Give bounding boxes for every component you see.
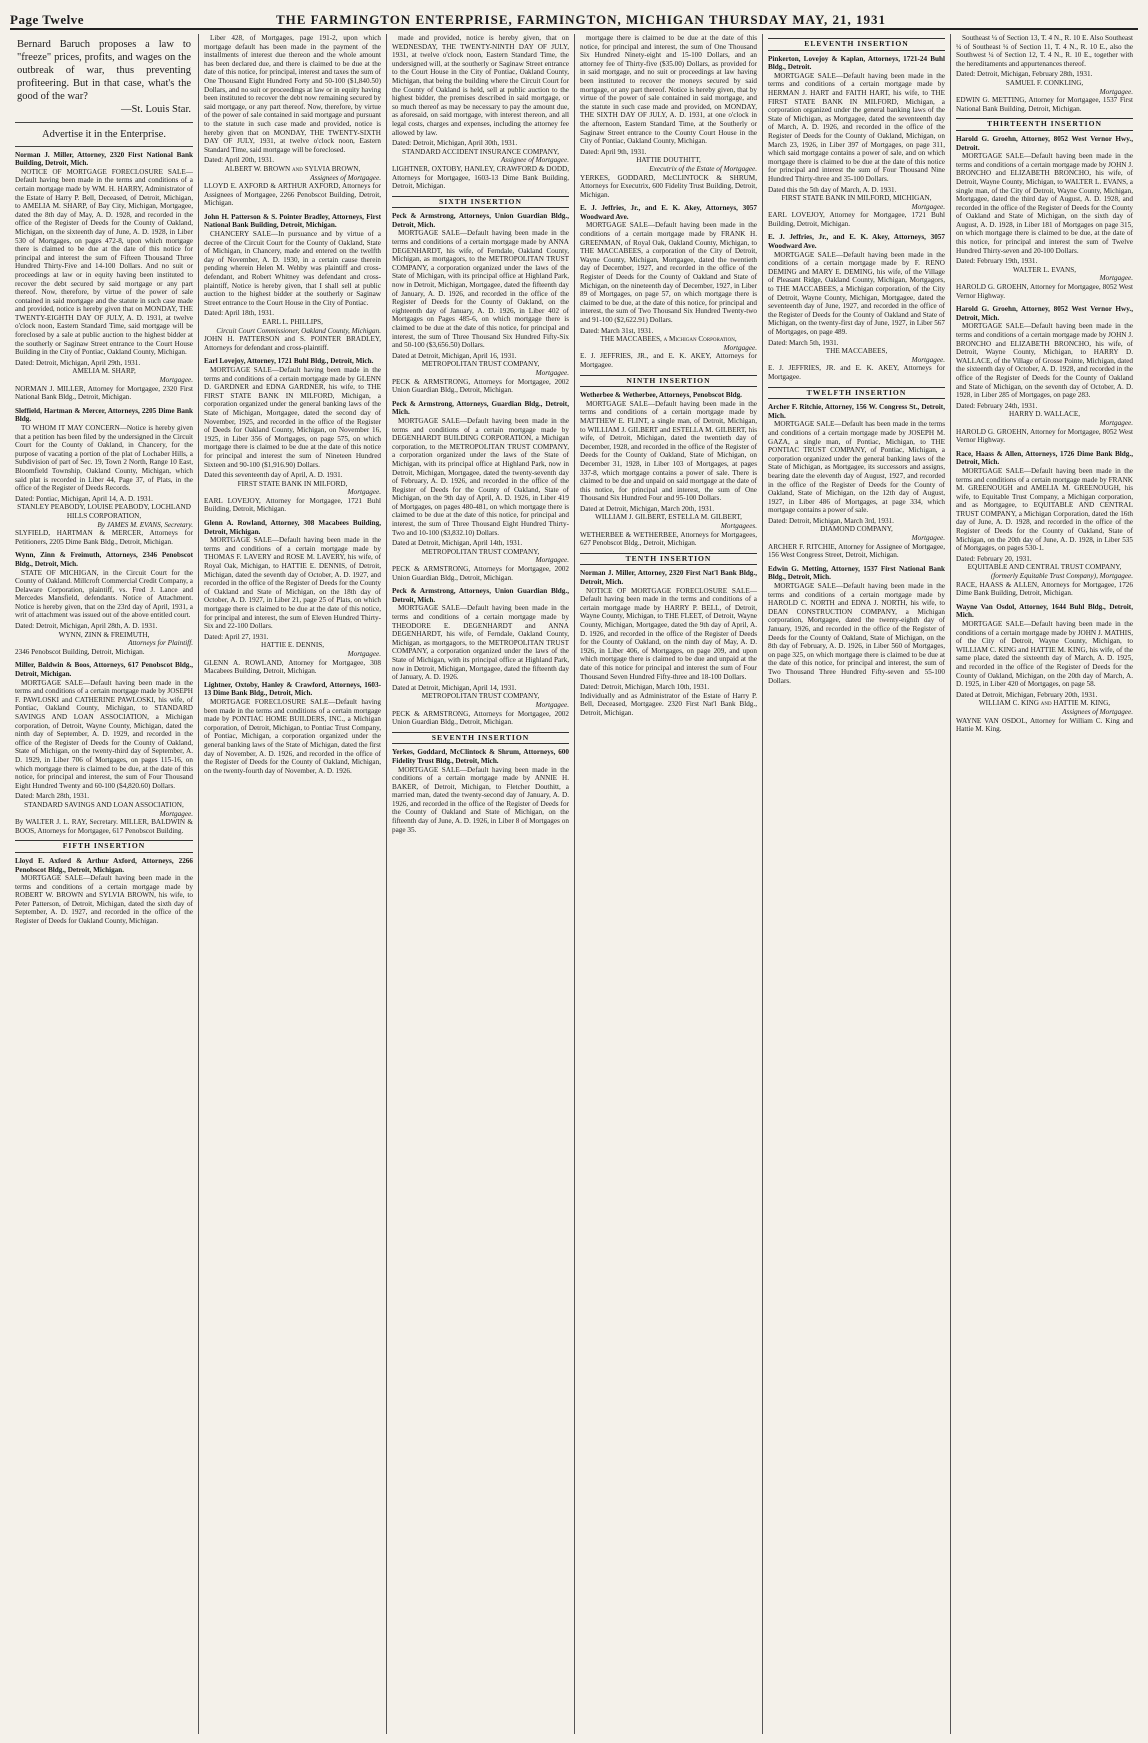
notice-attorney: NORMAN J. MILLER, Attorney for Mortgagee, 2320 First National Bank Bldg., Detroit, Michigan. xyxy=(15,384,193,402)
notice-party: EARL L. PHILLIPS, xyxy=(262,318,323,326)
notice-dated: Dated this the 5th day of March, A. D. 1931. xyxy=(768,185,897,194)
notice-dated: Dated at Detroit, Michigan, March 20th, 1931. xyxy=(580,504,715,513)
notice-lead: Lloyd E. Axford & Arthur Axford, Attorneys, 2266 Penobscot Bldg., Detroit, Michigan. xyxy=(15,856,193,874)
notice-party: STANDARD SAVINGS AND LOAN ASSOCIATION, xyxy=(24,800,184,809)
notice-party: FIRST STATE BANK IN MILFORD, MICHIGAN, xyxy=(781,194,932,203)
notice-role: Mortgagees. xyxy=(720,522,757,531)
section-head-sixth: SIXTH INSERTION xyxy=(392,196,569,209)
legal-notice xyxy=(768,233,945,381)
notice-attorney: By WALTER J. L. RAY, Secretary. MILLER, BALDWIN & BOOS, Attorneys for Mortgagee, 617 Penobscot Building. xyxy=(15,818,193,835)
section-head-twelfth: TWELFTH INSERTION xyxy=(768,387,945,400)
notice-attorney: E. J. JEFFRIES, JR. and E. K. AKEY, Attorneys for Mortgagee. xyxy=(768,364,945,381)
notice-attorney: HAROLD G. GROEHN, Attorney for Mortgagee, 8052 West Vernor Highway. xyxy=(956,283,1133,300)
notice-body: made and provided, notice is hereby given, that on WEDNESDAY, THE TWENTY-NINTH DAY OF JULY, 1931, at twelve o'clock noon, Eastern Standard Time, the undersigned will, at the southerly or Saginaw Street entrance to the Court House in the City of Pontiac, Oakland County, Michigan, that being the building where the Circuit Court for the County of Oakland is held, sell at public auction to the highest bidder, the premises described in said mortgage, or so much thereof as may be necessary to pay the amount due, as aforesaid, on said mortgage, with interest thereon, and all legal costs, charges and expenses, including the attorney fee allowed by law. xyxy=(392,34,569,137)
column-3 xyxy=(386,34,574,1734)
column-6 xyxy=(950,34,1138,1734)
notice-role: Mortgagee. xyxy=(159,809,193,818)
notice-dated: Dated: April 18th, 1931. xyxy=(204,309,275,318)
legal-notice xyxy=(392,587,569,727)
notice-role: Mortgagee. xyxy=(535,368,569,377)
legal-notice xyxy=(392,748,569,834)
legal-notice xyxy=(768,565,945,685)
notice-party: THE MACCABEES, a Michigan Corporation, xyxy=(600,335,737,344)
legal-notice xyxy=(204,34,381,208)
legal-notice xyxy=(204,519,381,676)
notice-attorney: PECK & ARMSTRONG, Attorneys for Mortgagee, 2002 Union Guardian Bldg., Detroit, Michigan. xyxy=(392,565,569,582)
notice-role: Mortgagee. xyxy=(911,355,945,364)
notice-body: MORTGAGE SALE—Default having been made in the terms and conditions of a certain mortgage made by HAROLD C. NORTH and EDNA J. NORTH, his wife, to DEAN CONSTRUCTION COMPANY, a Michigan corporation, Mortgagee, dated the twenty-eighth day of January, 1926, and recorded in the office of the Register of Deeds for the County of Oakland, State of Michigan, on the 8th day of February, A. D. 1926, in Liber 560 of Mortgages, on page 325, on which mortgage there is claimed to be due at the date of this notice, for principal and interest, the sum of Two Thousand Three Hundred Fifty-seven and 55-100 Dollars. xyxy=(768,582,945,685)
notice-dated: Dated: March 5th, 1931. xyxy=(768,338,839,347)
section-head-fifth: FIFTH INSERTION xyxy=(15,840,193,853)
legal-notice xyxy=(580,391,757,548)
legal-notice xyxy=(580,204,757,369)
legal-notice xyxy=(768,403,945,560)
legal-notice xyxy=(15,661,193,835)
notice-lead: Edwin G. Metting, Attorney, 1537 First National Bank Bldg., Detroit, Mich. xyxy=(768,564,945,582)
notice-body: MORTGAGE SALE—Default having been made in the conditions of a certain mortgage made by JOHN J. MATHIS, of the City of Detroit, Wayne County, Michigan, to WILLIAM C. KING and HATTIE M. KING, his wife, of the same place, dated the sixteenth day of March, A. D. 1925, and recorded in the office of the Register of Deeds for the County of Oakland, Michigan, on the 20th day of March, A. D. 1925, in Liber 420 of Mortgages, on page 58. xyxy=(956,620,1133,689)
notice-role: Mortgagee. xyxy=(347,649,381,658)
notice-lead: Wetherbee & Wetherbee, Attorneys, Penobscot Bldg. xyxy=(580,391,742,400)
notice-lead: Wynn, Zinn & Freimuth, Attorneys, 2346 Penobscot Bldg., Detroit, Mich. xyxy=(15,551,193,568)
notice-body: MORTGAGE SALE—Default having been made in the conditions of a certain mortgage made by ANNIE H. BAKER, of Detroit, Michigan, to Fletcher Douthitt, a married man, dated the twenty-second day of January, A. D. 1926, and recorded in the office of the Register of Deeds for the County of Oakland and State of Michigan, on the fifteenth day of June, A. D. 1926, in Liber 8 of Mortgages on page 35. xyxy=(392,765,569,834)
notice-lead: Glenn A. Rowland, Attorney, 308 Macabees Building, Detroit, Michigan. xyxy=(204,519,381,536)
notice-lead: E. J. Jeffries, Jr., and E. K. Akey, Attorneys, 3057 Woodward Ave. xyxy=(580,204,757,221)
notice-body: MORTGAGE SALE—Default having been made in the terms and conditions of a certain mortgage made by FRANK M. GREENOUGH and AMELIA M. GREENOUGH, his wife, to Equitable Trust Company, a Michigan corporation, and as Mortgagee, to EQUITABLE AND CENTRAL TRUST COMPANY, a Michigan Corporation, dated the 16th day of June, A. D. 1928, and recorded in the office of the Register of Deeds for the County of Oakland, State of Michigan, on the 20th day of June, A. D. 1928, in Liber 535 of Mortgages, on pages 530-1. xyxy=(956,466,1133,553)
column-5 xyxy=(762,34,950,1734)
notice-dated: Dated: Detroit, Michigan, February 28th, 1931. xyxy=(956,70,1093,79)
notice-lead: Peck & Armstrong, Attorneys, Union Guardian Bldg., Detroit, Mich. xyxy=(392,587,569,604)
notice-attorney: LIGHTNER, OXTOBY, HANLEY, CRAWFORD & DODD, Attorneys for Mortgagee, 1603-13 Dime Bank Building, Detroit, Michigan. xyxy=(392,164,569,191)
notice-dated: Dated: February 20, 1931. xyxy=(956,554,1032,563)
legal-notice xyxy=(15,151,193,402)
notice-attorney: E. J. JEFFRIES, JR., and E. K. AKEY, Attorneys for Mortgagee. xyxy=(580,352,757,369)
notice-role: Attorneys for Plaintiff. xyxy=(128,639,193,648)
notice-body: MORTGAGE SALE—Default having been made in the conditions of a certain mortgage made by F. RENO DEMING and MARY E. DEMING, his wife, of the Village of Pleasant Ridge, Oakland County, Michigan, Mortgagors, to THE MACCABEES, a Michigan corporation, of the City of Detroit, Wayne County, Michigan, Mortgagee, dated the seventeenth day of June, 1927, and recorded in the office of the Register of Deeds for the County of Oakland and State of Michigan, on the twenty-first day of June, 1927, in Liber 567 of Mortgages, on page 489. xyxy=(768,250,945,336)
notice-dated: Dated: Detroit, Michigan, April 28th, A. D. 1931. xyxy=(15,622,158,631)
notice-attorney: 2346 Penobscot Building, Detroit, Michigan. xyxy=(15,647,145,656)
notice-party: THE MACCABEES, xyxy=(825,347,888,356)
legal-notice xyxy=(15,551,193,656)
legal-notice xyxy=(580,569,757,717)
notice-lead: Yerkes, Goddard, McClintock & Shrum, Attorneys, 600 Fidelity Trust Bldg., Detroit, Mich. xyxy=(392,748,569,765)
notice-dated: Dated: Detroit, Michigan, March 3rd, 1931. xyxy=(768,516,894,525)
notice-body: MORTGAGE SALE—Default having been made in the terms and conditions of a certain mortgage made by JOHN J. BRONCHO and ELIZABETH BRONCHO, his wife, of Detroit, Wayne County, Michigan, to HARRY D. WALLACE, of the Village of Grosse Pointe, Michigan, dated the sixteenth day of October, A. D. 1928, and recorded in the office of the Register of Deeds for the County of Oakland and State of Michigan, on the seventh day of October, A. D. 1928, in Liber 285 of Mortgages, on page 283. xyxy=(956,322,1133,400)
notice-party: HATTIE E. DENNIS, xyxy=(260,641,325,650)
notice-party: METROPOLITAN TRUST COMPANY, xyxy=(421,692,540,701)
notice-dated: Dated at Detroit, Michigan, February 20th, 1931. xyxy=(956,690,1098,699)
notice-dated: Dated at Detroit, Michigan, April 16, 1931. xyxy=(392,351,517,360)
notice-role: Mortgagee. xyxy=(535,700,569,709)
notice-role: Mortgagee. xyxy=(347,488,381,497)
notice-attorney: EARL LOVEJOY, Attorney for Mortgagee, 1721 Buhl Building, Detroit, Michigan. xyxy=(204,496,381,514)
notice-body: MORTGAGE FORECLOSURE SALE—Default having been made in the terms and conditions of a certain mortgage made by PONTIAC HOME BUILDERS, INC., a Michigan corporation, of Detroit, Michigan, to Pontiac Trust Company, of Pontiac, Michigan, a corporation organized under the general banking laws of the State of Michigan, dated the first day of November, A. D. 1926, and recorded in the office of the Register of Deeds for the County of Oakland, Michigan, on the twenty-fourth day of November, A. D. 1926. xyxy=(204,697,381,775)
section-head-ninth: NINTH INSERTION xyxy=(580,375,757,388)
legal-notice xyxy=(204,213,381,353)
section-head-eleventh: ELEVENTH INSERTION xyxy=(768,38,945,51)
legal-notice xyxy=(15,407,193,547)
notice-dated: Dated: Detroit, Michigan, April 30th, 1931. xyxy=(392,139,518,148)
notice-body: Liber 428, of Mortgages, page 191-2, upon which mortgage default has been made in the payment of the installments of interest due thereon and the whole amount has been declared due, and there is claimed to be due at the date of this notice, for principal, interest and taxes the sum of One Thousand Eight Hundred Forty and 50-100 ($1,840.50) Dollars, and no suit or proceedings at law or in equity having been instituted to recover the debt now remaining secured by said mortgage, or any part thereof. Now, therefore, by virtue of the power of sale contained in said mortgage and pursuant to the statute in such case made and provided, notice is hereby given that on MONDAY, THE TWENTY-SIXTH DAY OF JULY, 1931, at twelve o'clock noon, Eastern Standard Time, said mortgage will be foreclosed. xyxy=(204,34,381,154)
notice-lead: Lightner, Oxtoby, Hanley & Crawford, Attorneys, 1603-13 Dime Bank Bldg., Detroit, Mich. xyxy=(204,680,381,698)
box-ad-source: —St. Louis Star. xyxy=(120,104,191,115)
notice-lead: Pinkerton, Lovejoy & Kaplan, Attorneys, 1721-24 Buhl Bldg., Detroit. xyxy=(768,54,945,72)
notice-role: Mortgagee. xyxy=(723,343,757,352)
column-1 xyxy=(10,34,198,1734)
notice-party: METROPOLITAN TRUST COMPANY, xyxy=(421,547,540,556)
notice-lead: Sleffield, Hartman & Mercer, Attorneys, 2205 Dime Bank Bldg. xyxy=(15,406,193,424)
notice-lead: Race, Haass & Allen, Attorneys, 1726 Dime Bank Bldg., Detroit, Mich. xyxy=(956,449,1133,467)
column-2 xyxy=(198,34,386,1734)
notice-dated: Dated: February 24th, 1931. xyxy=(956,401,1038,410)
notice-attorney: LLOYD E. AXFORD & ARTHUR AXFORD, Attorneys for Assignees of Mortgagee, 2266 Penobscot Building, Detroit, Michigan. xyxy=(204,182,381,208)
legal-notice xyxy=(204,681,381,776)
notice-lead: Norman J. Miller, Attorney, 2320 First National Bank Building, Detroit, Mich. xyxy=(15,150,193,168)
notice-body: MORTGAGE SALE—Default having been made in the terms and conditions of a certain mortgage made by JOHN J. BRONCHO and ELIZABETH BRONCHO, his wife, of Detroit, Wayne County, Michigan, to WALTER L. EVANS, a single man, of the City of Detroit, Wayne County, Michigan, Mortgagee, dated the third day of August, A. D. 1928, and recorded in the office of the Register of Deeds for the County of Oakland and State of Michigan, on the sixth day of August, A. D. 1928, in Liber 181 of Mortgages on page 315, on which mortgage there is claimed to be due, at the date of this notice, for principal and interest the sum of Twelve Hundred Thirty-seven and 20-100 Dollars. xyxy=(956,152,1133,255)
notice-body: Southeast ¼ of Section 13, T. 4 N., R. 10 E. Also Southeast ¼ of Southeast ¼ of Section 11, T. 4 N., R. 10 E., also the Southwest ¼ of Section 12, T. 4 N., R. 10 E., together with the hereditaments and appurtenances thereof. xyxy=(956,34,1133,68)
section-head-thirteenth: THIRTEENTH INSERTION xyxy=(956,118,1133,131)
notice-body: MORTGAGE SALE—Default having been made in the conditions of a certain mortgage made by FRANK H. GREENMAN, of Royal Oak, Oakland County, Michigan, to THE MACCABEES, a corporation of the City of Detroit, Wayne County, Michigan, Mortgagee, dated the twentieth day of December, 1927, and recorded in the office of the Register of Deeds for the County of Oakland and State of Michigan, on the nineteenth day of December, 1927, in Liber 89 of Mortgages, on page 57, on which mortgage there is claimed to be due, at the date of this notice, for principal and interest, the sum of Two Thousand Six Hundred Twenty-two and 91-100 ($2,622.91) Dollars. xyxy=(580,221,757,324)
notice-role: Mortgagee. xyxy=(911,202,945,211)
notice-body: MORTGAGE SALE—Default having been made in the terms and conditions of a certain mortgage made by ANNA DEGENHARDT, his wife, of Ferndale, Oakland County, Michigan, as mortgagors, to the METROPOLITAN TRUST COMPANY, a corporation organized under the laws of the State of Michigan, with its principal office at Highland Park, now in Detroit, Michigan, Mortgagee, dated the fifteenth day of January, A. D. 1926, and recorded in the office of the Register of Deeds for the County of Oakland, on the eighteenth day of January, A. D. 1926, in Liber 402 of Mortgages on Pages 485-6, on which mortgage there is claimed to be due at the date of this notice, for principal and interest, the sum of Three Thousand Six Hundred Fifty-Six and 50-100 ($3,656.50) Dollars. xyxy=(392,229,569,350)
legal-notice xyxy=(956,135,1133,300)
notice-dated: Dated at Detroit, Michigan, April 14, 1931. xyxy=(392,683,517,692)
notice-body: NOTICE OF MORTGAGE FORECLOSURE SALE—Default having been made in the terms and conditions of a certain mortgage made by HARRY P. BELL, of Detroit, Wayne County, Michigan, to THE FLEET, of Detroit, Wayne County, Michigan, Mortgagee, dated the 9th day of April, A. D. 1926, and recorded in the office of the Register of Deeds for the County of Oakland, on the ninth day of May, A. D. 1926, in Liber 406, of Mortgages, on page 209, and upon which mortgage there is claimed to be due and unpaid at the date of this notice for principal and interest the sum of Four Thousand Seven Hundred Fifty-three and 18-100 Dollars. xyxy=(580,586,757,681)
column-4 xyxy=(574,34,762,1734)
notice-attorney: ARCHER F. RITCHIE, Attorney for Assignee of Mortgagee, 156 West Congress Street, Detroit, Michigan. xyxy=(768,542,945,560)
notice-body: MORTGAGE SALE—Default having been made in the terms and conditions of a certain mortgage made by MATTHEW E. FLINT, a single man, of Detroit, Michigan, to WILLIAM J. GILBERT and ESTELLA M. GILBERT, his wife, of Detroit, Michigan, dated the twentieth day of December, 1928, and recorded in the office of the Register of Deeds for the County of Oakland, State of Michigan, on December 31, 1928, in Liber 103 of Mortgages, at pages 337-8, which mortgage contains a power of sale. There is claimed to be due and unpaid on said mortgage at the date of this notice, for principal and interest, the sum of One Thousand Six Hundred Four and 95-100 Dollars. xyxy=(580,399,757,503)
notice-role: Executrix of the Estate of Mortgagee. xyxy=(649,164,757,173)
notice-body: MORTGAGE SALE—Default having been made in the terms and conditions of a certain mortgage made by THEODORE E. DEGENHARDT and ANNA DEGENHARDT, his wife, of Ferndale, Oakland County, Michigan, as mortgagors, to the METROPOLITAN TRUST COMPANY, a corporation organized under the laws of the State of Michigan, with its principal office at Highland Park, now in Detroit, Michigan, Mortgagee, dated the fifteenth day of January, A. D. 1926. xyxy=(392,604,569,682)
notice-dated: Dated: April 27, 1931. xyxy=(204,632,269,641)
section-head-tenth: TENTH INSERTION xyxy=(580,553,757,566)
notice-lead: Miller, Baldwin & Boos, Attorneys, 617 Penobscot Bldg., Detroit, Michigan. xyxy=(15,661,193,679)
notice-dated: Dated this seventeenth day of April, A. D. 1931. xyxy=(204,471,343,480)
baruch-box-ad xyxy=(15,34,193,123)
notice-body: MORTGAGE SALE—Default has been made in the terms and conditions of a certain mortgage made by JOSEPH M. GAZA, a single man, of Pontiac, Michigan, to THE PONTIAC TRUST COMPANY, of Pontiac, Michigan, a corporation organized under the general banking laws of the State of Michigan, as Mortgagee, its successors and assigns, bearing date the eleventh day of August, 1927, and recorded in the office of the Register of Deeds for the County of Oakland, State of Michigan, on the 12th day of August, 1927, in Liber 486 of Mortgages, at page 334, which mortgage contains a power of sale. xyxy=(768,420,945,515)
notice-party: WALTER L. EVANS, xyxy=(1012,265,1077,274)
notice-lead: Peck & Armstrong, Attorneys, Guardian Bldg., Detroit, Mich. xyxy=(392,399,569,417)
notice-body: MORTGAGE SALE—Default having been made in the terms and conditions of a certain mortgage made by GLENN D. GARDNER and EDNA GARDNER, his wife, to THE FIRST STATE BANK IN MILFORD, Michigan, a corporation organized under the general banking laws of the State of Michigan, Mortgagee, dated the second day of November, 1925, and recorded in the office of the Register of Deeds for Oakland County, Michigan, on November 16, 1925, in Liber 356 of Mortgages, on page 575, on which mortgage there is claimed to be due at the date of this notice for principal and interest the sum of Nineteen Hundred Sixteen and 90-100 ($1,916.90) Dollars. xyxy=(204,365,381,469)
notice-attorney: YERKES, GODDARD, McCLINTOCK & SHRUM, Attorneys for Executrix, 600 Fidelity Trust Building, Detroit, Michigan. xyxy=(580,173,757,199)
notice-party: DIAMOND COMPANY, xyxy=(820,525,893,534)
notice-lead: Peck & Armstrong, Attorneys, Union Guardian Bldg., Detroit, Mich. xyxy=(392,212,569,229)
notice-party: WILLIAM C. KING and HATTIE M. KING, xyxy=(978,699,1111,708)
notice-role: Assignees of Mortgagee. xyxy=(310,173,381,182)
notice-party: METROPOLITAN TRUST COMPANY, xyxy=(421,360,540,369)
notice-body: STATE OF MICHIGAN, in the Circuit Court for the County of Oakland. Millcroft Commercial Credit Company, a Delaware Corporation, plaintiff, vs. Fred J. Lance and Mercedes Mansfield, defendants. Notice of Attachment. Notice is hereby given, that on the 23rd day of April, 1931, a writ of attachment was issued out of the above entitled court. xyxy=(15,568,193,620)
legal-notice xyxy=(956,450,1133,598)
legal-notice xyxy=(204,357,381,514)
legal-notice xyxy=(956,34,1133,113)
notice-attorney: EARL LOVEJOY, Attorney for Mortgagee, 1721 Buhl Building, Detroit, Michigan. xyxy=(768,211,945,228)
notice-party: ALBERT W. BROWN and SYLVIA BROWN, xyxy=(224,164,361,173)
notice-lead: Norman J. Miller, Attorney, 2320 First Nat'l Bank Bldg., Detroit, Mich. xyxy=(580,569,757,587)
notice-attorney: HAROLD G. GROEHN, Attorney for Mortgagee, 8052 West Vernor Highway. xyxy=(956,427,1133,445)
notice-role: By JAMES M. EVANS, Secretary. xyxy=(97,520,193,529)
notice-party: WYNN, ZINN & FREIMUTH, xyxy=(58,630,150,639)
notice-attorney: WETHERBEE & WETHERBEE, Attorneys for Mortgagees, 627 Penobscot Bldg., Detroit, Michigan. xyxy=(580,530,757,548)
notice-dated: Dated: Detroit, Michigan, March 10th, 1931. xyxy=(580,683,710,692)
notice-dated: Dated: February 19th, 1931. xyxy=(956,257,1038,266)
notice-lead: E. J. Jeffries, Jr., and E. K. Akey, Attorneys, 3057 Woodward Ave. xyxy=(768,233,945,251)
notice-role: Mortgagee. xyxy=(911,534,945,543)
notice-party: AMELIA M. SHARP, xyxy=(72,367,136,376)
notice-dated: Dated: March 28th, 1931. xyxy=(15,792,90,801)
notice-lead: Archer F. Ritchie, Attorney, 156 W. Congress St., Detroit, Mich. xyxy=(768,403,945,420)
box-ad-text: Bernard Baruch proposes a law to "freeze" prices, profits, and wages on the outbreak of war, thus preventing profiteering. But in that case, what's the good of the war? xyxy=(17,39,191,102)
notice-role: Mortgagee. xyxy=(1099,87,1133,96)
notice-dated: Dated: March 31st, 1931. xyxy=(580,326,654,335)
notice-role: Circuit Court Commissioner, Oakland County, Michigan. xyxy=(216,326,381,335)
legal-notice xyxy=(15,857,193,926)
notice-role: Mortgagee. xyxy=(535,556,569,565)
notice-attorney: EDWIN G. METTING, Attorney for Mortgagee, 1537 First National Bank Building, Detroit, Michigan. xyxy=(956,96,1133,113)
notice-party: HARRY D. WALLACE, xyxy=(1008,410,1081,419)
notice-attorney: Individually and as Administrator of the Estate of Harry P. Bell, Deceased, Mortgagee. 2320 First Nat'l Bank Bldg., Detroit, Michigan. xyxy=(580,691,757,717)
notice-body: CHANCERY SALE—In pursuance and by virtue of a decree of the Circuit Court for the County of Oakland, State of Michigan, in Chancery, made and entered on the twelfth day of November, A. D. 1930, in a certain cause therein pending wherein Helen M. Wehby was plaintiff and cross-defendant, and Robert Whitney was defendant and cross-plaintiff, Notice is hereby given, that I shall sell at public auction to the highest bidder at the southerly or Saginaw Street entrance to the Court House in the City of Pontiac. xyxy=(204,230,381,307)
notice-role: Assignee of Mortgagee. xyxy=(500,156,569,165)
legal-notice xyxy=(392,212,569,394)
notice-dated: Dated at Detroit, Michigan, April 14th, 1931. xyxy=(392,539,523,548)
notice-party: HATTIE DOUTHITT, xyxy=(636,156,701,165)
running-head: THE FARMINGTON ENTERPRISE, FARMINGTON, MICHIGAN THURSDAY MAY, 21, 1931 xyxy=(275,12,887,27)
notice-body: MORTGAGE SALE—Default having been made in the terms and conditions of a certain mortgage made by JOSEPH F. PAWLOSKI and CATHERINE PAWLOSKI, his wife, of Pontiac, Oakland County, Michigan, to STANDARD SAVINGS AND LOAN ASSOCIATION, a Michigan corporation, of Detroit, Wayne County, Michigan, dated the ninth day of September, A. D. 1929, and recorded in the office of the Register of Deeds for the County of Oakland, State of Michigan, on the twenty-third day of September, A. D. 1929, in Liber 706 of Mortgages, on pages 115-16, on which mortgage there is claimed to be due, at the date of this notice, for principal and interest, the sum of Four Thousand Eight Hundred Twenty and 60-100 ($4,820.60) Dollars. xyxy=(15,678,193,790)
notice-dated: Dated: Pontiac, Michigan, April 14, A. D. 1931. xyxy=(15,494,153,503)
notice-lead: Harold G. Groehn, Attorney, 8052 West Vernor Hwy., Detroit. xyxy=(956,134,1133,152)
legal-notice xyxy=(392,400,569,582)
notice-dated: Dated: Detroit, Michigan, April 29th, 1931. xyxy=(15,358,141,367)
legal-notice xyxy=(580,34,757,199)
notice-attorney: PECK & ARMSTRONG, Attorneys for Mortgagee, 2002 Union Guardian Bldg., Detroit, Michigan. xyxy=(392,377,569,395)
notice-dated: Dated: April 9th, 1931. xyxy=(580,147,647,156)
notice-lead: Earl Lovejoy, Attorney, 1721 Buhl Bldg., Detroit, Mich. xyxy=(204,357,374,366)
notice-party: FIRST STATE BANK IN MILFORD, xyxy=(237,479,348,488)
notice-role: (formerly Equitable Trust Company), Mortgagee. xyxy=(990,572,1133,581)
notice-body: MORTGAGE SALE—Default having been made in the terms and conditions of a certain mortgage made by HERMAN J. HART and FAITH HART, his wife, to THE FIRST STATE BANK IN MILFORD, Michigan, a corporation organized under the general banking laws of the State of Michigan, as Mortgagee, dated the seventeenth day of March, A. D. 1926, and recorded in the office of the Register of Deeds for the County of Oakland, Michigan, on March 23, 1926, in Liber 397 of Mortgages, on page 311, which said mortgage contains a power of sale, and on which mortgage there is claimed to be due at the date of this notice for principal and interest the sum of Four Thousand Nine Hundred Thirty-three and 35-100 Dollars. xyxy=(768,71,945,183)
legal-notice xyxy=(768,55,945,229)
legal-notice xyxy=(392,34,569,191)
notice-role: Mortgagee. xyxy=(159,376,193,385)
notice-dated: Dated: April 20th, 1931. xyxy=(204,156,275,165)
notice-attorney: JOHN H. PATTERSON and S. POINTER BRADLEY, Attorneys for defendant and cross-plaintiff. xyxy=(204,335,381,352)
notice-party: EQUITABLE AND CENTRAL TRUST COMPANY, xyxy=(967,563,1122,572)
notice-attorney: SLYFIELD, HARTMAN & MERCER, Attorneys for Petitioners, 2205 Dime Bank Bldg., Detroit, Michigan. xyxy=(15,529,193,546)
legal-notice xyxy=(956,603,1133,734)
notice-party: STANLEY PEABODY, LOUISE PEABODY, LOCHLAND HILLS CORPORATION, xyxy=(17,503,191,520)
notice-party: STANDARD ACCIDENT INSURANCE COMPANY, xyxy=(401,147,560,156)
notice-role: Assignees of Mortgagee. xyxy=(1062,707,1133,716)
notice-attorney: WAYNE VAN OSDOL, Attorney for William C. King and Hattie M. King. xyxy=(956,716,1133,734)
notice-body: mortgage there is claimed to be due at the date of this notice, for principal and interest, the sum of One Thousand Six Hundred Ninety-eight and 15-100 Dollars, and an attorney fee of Thirty-five ($35.00) Dollars, as provided for in said mortgage, and no suit or proceedings at law having been instituted to recover the moneys secured by said mortgage, or any part thereof. Notice is hereby given, that by virtue of the power of sale contained in said mortgage, and the statute in such case made and provided, on MONDAY, THE SIXTH DAY OF JULY, A. D. 1931, at one o'clock in the afternoon, Eastern Standard Time, at the Southerly or Saginaw Street entrance to the County Court House in the City of Pontiac, Oakland County, Michigan. xyxy=(580,34,757,146)
notice-body: TO WHOM IT MAY CONCERN—Notice is hereby given that a petition has been filed by the undersigned in the Circuit Court for the County of Oakland, in Chancery, for the purpose of vacating a portion of the plat of Lochaber Hills, a Subdivision of part of Sec. 19, Town 2 North, Range 10 East, Bloomfield Township, Oakland County, Michigan, which said plat is recorded in Liber 44, Page 37, of Plats, in the office of the Register of Deeds Records. xyxy=(15,424,193,493)
legal-notices-columns xyxy=(10,34,1138,1734)
masthead xyxy=(10,6,1138,30)
notice-role: Mortgagee. xyxy=(1099,274,1133,283)
notice-lead: Wayne Van Osdol, Attorney, 1644 Buhl Bldg., Detroit, Mich. xyxy=(956,602,1133,620)
page-number: Page Twelve xyxy=(10,12,84,27)
notice-body: MORTGAGE SALE—Default having been made in the terms and conditions of a certain mortgage made by ROBERT W. BROWN and SYLVIA BROWN, his wife, to Peter Patterson, of Detroit, Michigan, dated the sixth day of September, A. D. 1927, and recorded in the office of the Register of Deeds for Oakland County, Michigan. xyxy=(15,874,193,926)
notice-body: MORTGAGE SALE—Default having been made in the terms and conditions of a certain mortgage made by THOMAS F. LAVERY and ROSE M. LAVERY, his wife, of Royal Oak, Michigan, to HATTIE E. DENNIS, of Detroit, Michigan, dated the seventh day of October, A. D. 1927, and recorded in the office of the Register of Deeds for the County of Oakland and State of Michigan, on the 18th day of October, A. D. 1927, in Liber 21, page 25 of Plats, on which mortgage there is claimed to be due at the date of this notice, for principal and interest, the sum of Eleven Hundred Thirty-Six and 22-100 Dollars. xyxy=(204,536,381,631)
notice-body: NOTICE OF MORTGAGE FORECLOSURE SALE—Default having been made in the terms and conditions of a certain mortgage made by WM. H. HARRY, Administrator of the Estate of Harry P. Bell, Deceased, of Detroit, Michigan, to AMELIA M. SHARP, of Bay City, Michigan, Mortgagee, dated the 8th day of May, A. D. 1928, and recorded in the office of the Register of Deeds for the County of Oakland, Michigan, on the sixteenth day of June, A. D. 1928, in Liber 530 of Mortgages, on pages 472-8, upon which mortgage there is claimed to be due at the date of this notice for principal and interest the sum of Fifteen Thousand Three Hundred Thirty-Five and 14-100 Dollars. And no suit or proceedings at law or in equity having been instituted to recover the debt secured by said mortgage or any part thereof. Now, therefore, by virtue of the power of sale contained in said mortgage and the statute in such case made and provided, notice is hereby given that on MONDAY, THE TWENTY-EIGHTH DAY OF JULY, A. D. 1931, at twelve o'clock noon, Eastern Standard Time, said mortgage will be foreclosed by a sale at public auction to the highest bidder at the southerly or Saginaw Street entrance to the Court House Building in the City of Pontiac, Oakland County, Michigan. xyxy=(15,167,193,357)
notice-attorney: RACE, HAASS & ALLEN, Attorneys for Mortgagee, 1726 Dime Bank Building, Detroit, Michigan. xyxy=(956,580,1133,598)
legal-notice xyxy=(956,305,1133,445)
notice-attorney: GLENN A. ROWLAND, Attorney for Mortgagee, 308 Macabees Building, Detroit, Michigan. xyxy=(204,658,381,676)
section-head-seventh: SEVENTH INSERTION xyxy=(392,732,569,745)
notice-attorney: PECK & ARMSTRONG, Attorneys for Mortgagee, 2002 Union Guardian Bldg., Detroit, Michigan. xyxy=(392,709,569,727)
advertise-slogan: Advertise it in the Enterprise. xyxy=(15,127,193,147)
notice-lead: John H. Patterson & S. Pointer Bradley, Attorneys, First National Bank Building, Detroit, Michigan. xyxy=(204,212,381,230)
notice-lead: Harold G. Groehn, Attorney, 8052 West Vernor Hwy., Detroit, Mich. xyxy=(956,305,1133,322)
notice-party: SAMUEL F. CONKLING, xyxy=(1005,78,1084,87)
notice-body: MORTGAGE SALE—Default having been made in the terms and conditions of a certain mortgage made by DEGENHARDT BUILDING CORPORATION, a Michigan corporation, to the METROPOLITAN TRUST COMPANY, a corporation organized under the laws of the State of Michigan, with its principal office at Highland Park, now in Detroit, Michigan, Mortgagee, dated the twenty-seventh day of February, A. D. 1926, and recorded in the office of the Register of Deeds for the County of Oakland, State of Michigan, on the 9th day of April, A. D. 1926, in Liber 419 of Mortgages, on pages 480-481, on which mortgage there is claimed to be due at the date of this notice, for principal and interest, the sum of Three Thousand Eight Hundred Thirty-Two and 10-100 ($3,832.10) Dollars. xyxy=(392,416,569,537)
notice-party: WILLIAM J. GILBERT, ESTELLA M. GILBERT, xyxy=(595,513,742,522)
notice-role: Mortgagee. xyxy=(1099,418,1133,427)
